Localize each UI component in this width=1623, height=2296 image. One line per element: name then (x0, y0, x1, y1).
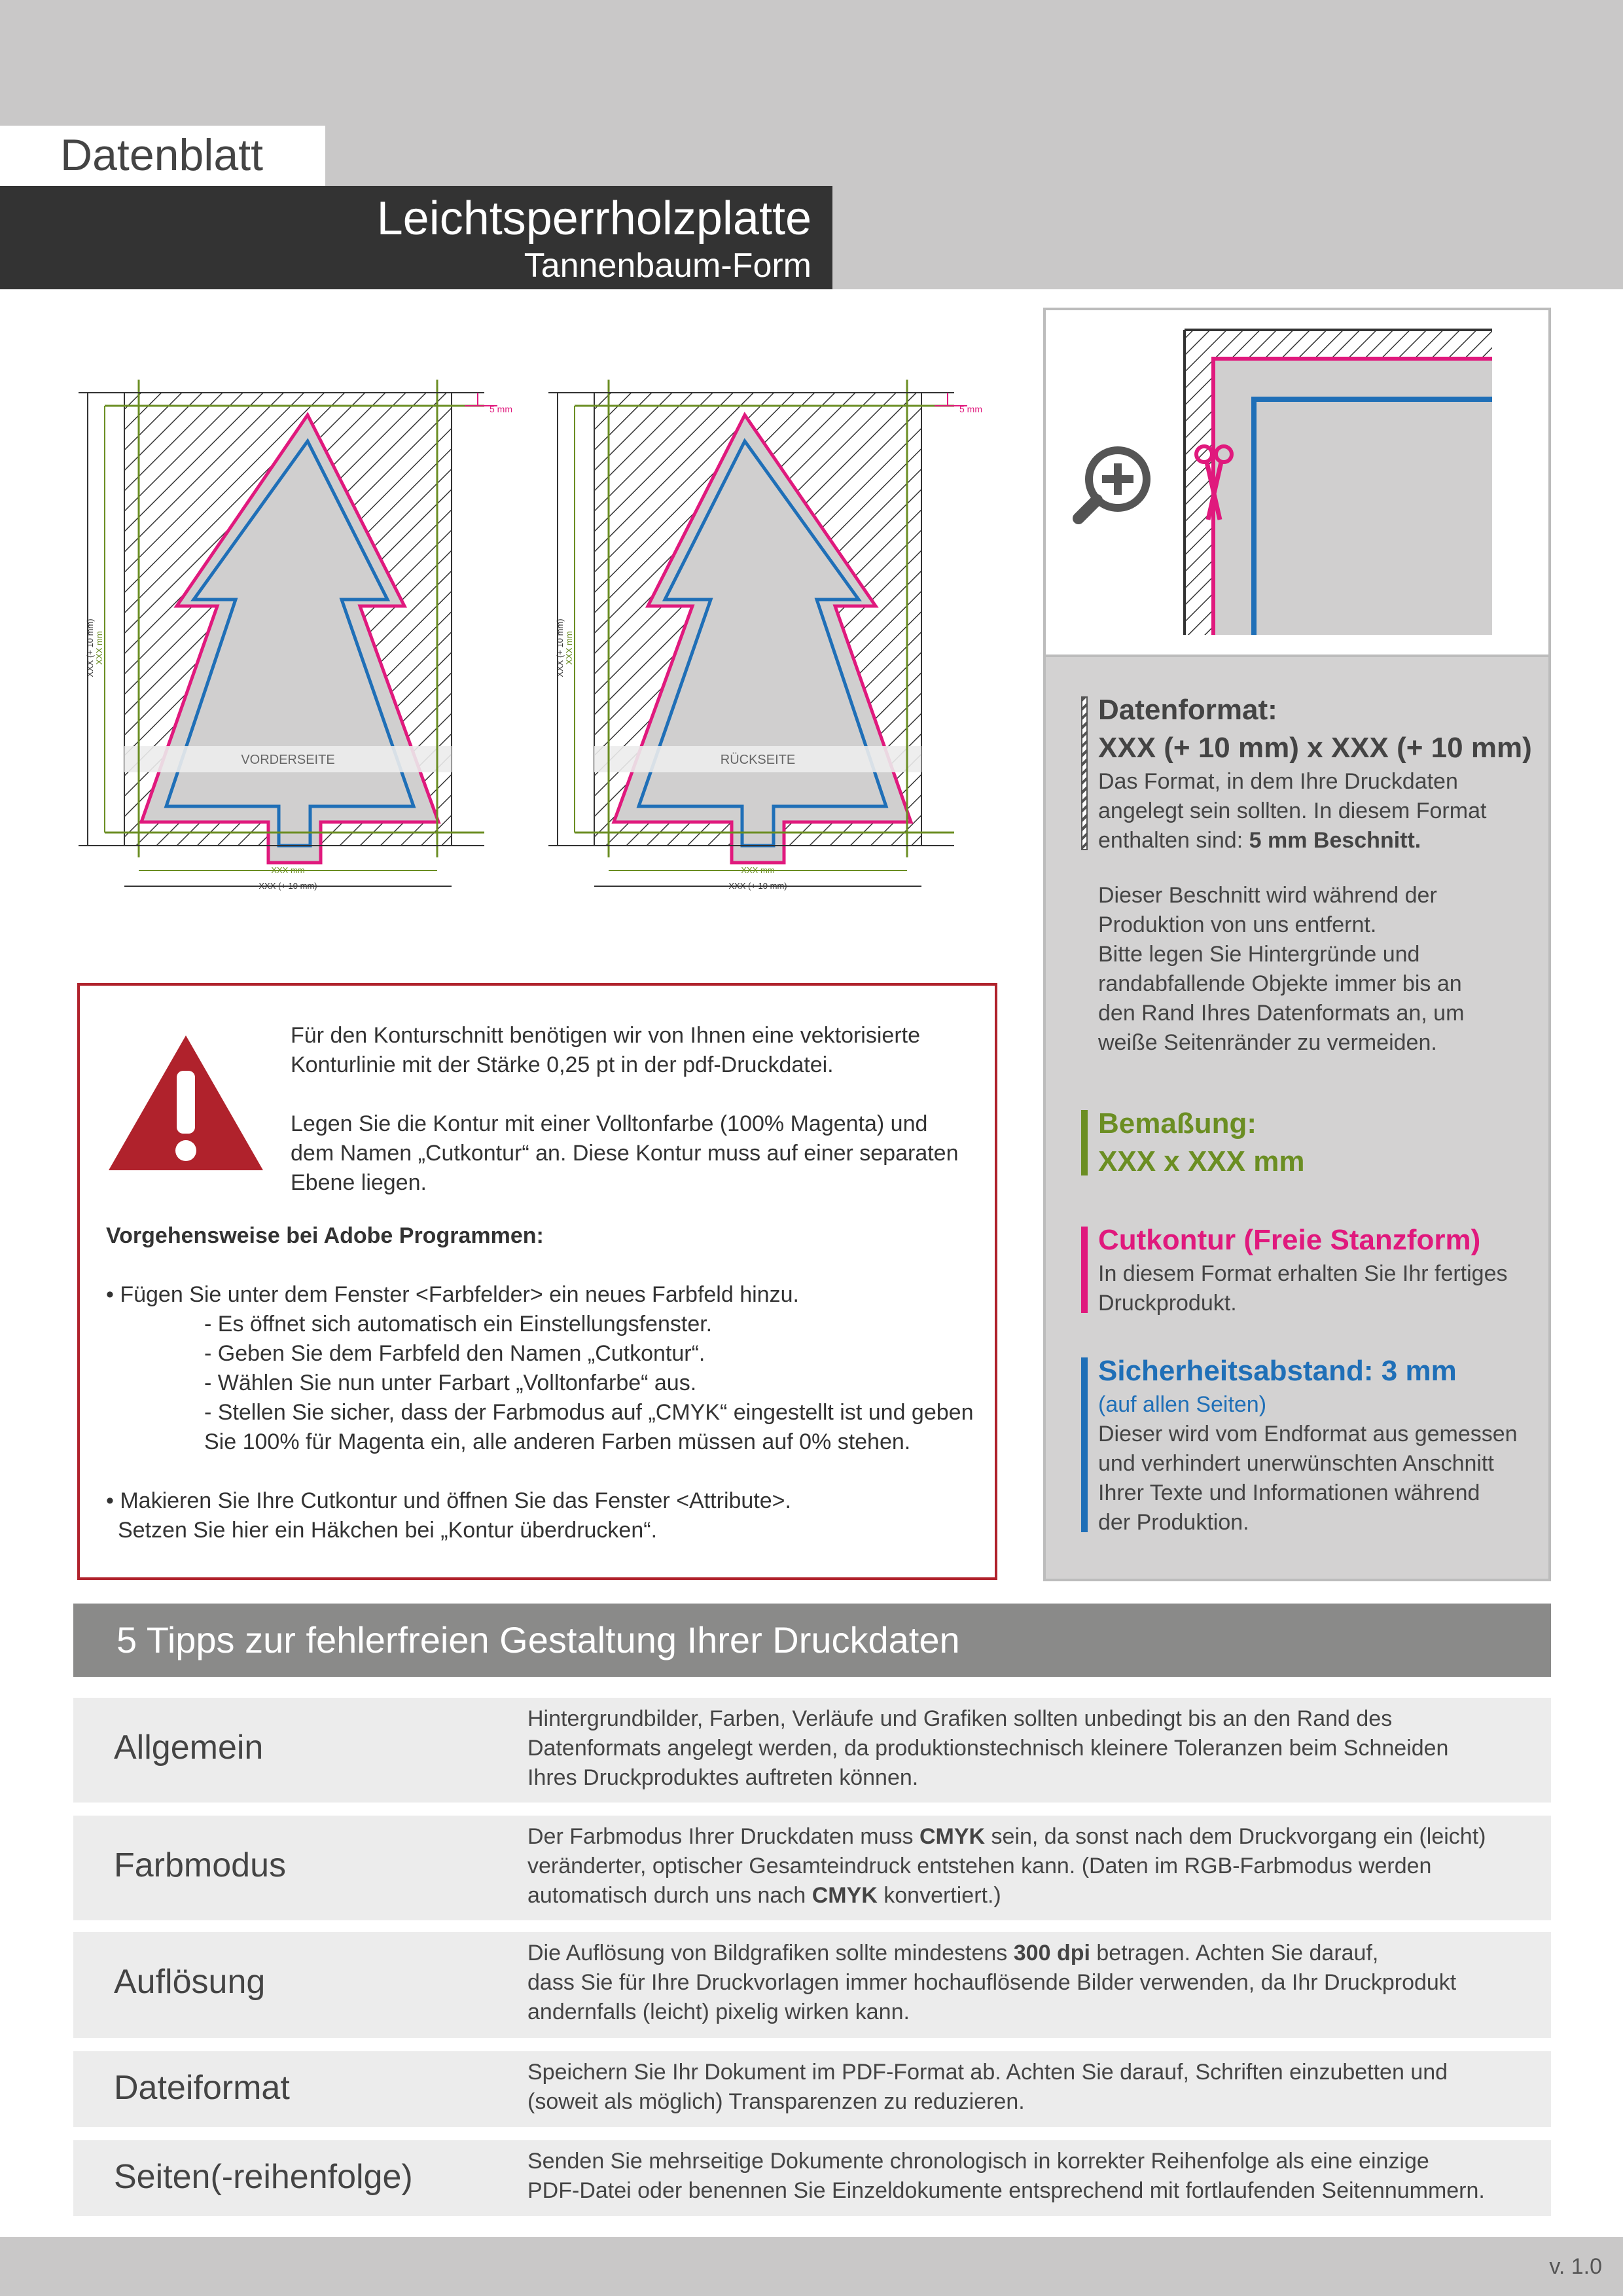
tip-text-resolution (527, 1939, 1538, 2027)
bleed-text-1: Dieser Beschnitt wird während der (1098, 883, 1437, 908)
back-side-diagram (548, 373, 993, 897)
cut-text-2: Druckprodukt. (1098, 1291, 1237, 1316)
safety-text-1: Dieser wird vom Endformat aus gemessen (1098, 1422, 1518, 1446)
warning-intro-4: dem Namen „Cutkontur“ an. Diese Kontur muss auf einer separaten (291, 1141, 959, 1166)
safety-title: Sicherheitsabstand: 3 mm (1098, 1355, 1457, 1387)
tip-text-resolution-1: Die Auflösung von Bildgrafiken sollte mindestens 300 dpi betragen. Achten Sie darauf, (527, 1941, 1379, 1965)
tips-header: 5 Tipps zur fehlerfreien Gestaltung Ihrer Druckdaten (73, 1604, 1551, 1677)
doc-type-tab (0, 126, 325, 186)
tip-title-page-order: Seiten(-reihenfolge) (114, 2158, 413, 2196)
cut-section (1081, 1221, 1535, 1318)
tip-title-resolution: Auflösung (114, 1963, 266, 2001)
format-text-3 (1098, 826, 1535, 855)
cut-bar (1081, 1227, 1088, 1313)
bleed-text-6: weiße Seitenränder zu vermeiden. (1098, 1030, 1437, 1055)
warning-heading: Vorgehensweise bei Adobe Programmen: (106, 1223, 544, 1248)
dimension-section (1081, 1105, 1535, 1181)
doc-type-label: Datenblatt (60, 130, 263, 180)
tip-text-color-mode (527, 1822, 1538, 1910)
bleed-text-2: Produktion von uns entfernt. (1098, 912, 1377, 937)
height-outer-label: XXX (+ 10 mm) (85, 619, 95, 677)
tip-text-page-order (527, 2147, 1538, 2206)
warning-sub-3: - Wählen Sie nun unter Farbart „Volltonfarbe“ aus. (204, 1371, 697, 1395)
width-inner-label: XXX mm (271, 865, 305, 875)
back-label: RÜCKSEITE (720, 753, 796, 767)
safety-sub: (auf allen Seiten) (1098, 1392, 1267, 1417)
warning-sub-2: - Geben Sie dem Farbfeld den Namen „Cutkontur“. (204, 1341, 705, 1366)
tip-row-general (73, 1698, 1551, 1803)
tip-text-resolution-2: dass Sie für Ihre Druckvorlagen immer hochauflösende Bilder verwenden, da Ihr Druckprodukt (527, 1970, 1457, 1995)
bleed-text-3: Bitte legen Sie Hintergründe und (1098, 942, 1420, 967)
tip-text-general-1: Hintergrundbilder, Farben, Verläufe und Grafiken sollten unbedingt bis an den Rand des (527, 1706, 1393, 1731)
dimension-bar (1081, 1110, 1088, 1175)
dimension-value: XXX x XXX mm (1098, 1145, 1305, 1177)
warning-sub-5: Sie 100% für Magenta ein, alle anderen Farben müssen auf 0% stehen. (204, 1429, 911, 1454)
warning-intro-5: Ebene liegen. (291, 1170, 427, 1195)
warning-icon (105, 1031, 267, 1175)
title-box (0, 186, 832, 289)
warning-intro-2: Konturlinie mit der Stärke 0,25 pt in der pdf-Druckdatei. (291, 1052, 834, 1077)
zoom-magnifier-icon (1079, 450, 1147, 518)
bleed-text-5: den Rand Ihres Datenformats an, um (1098, 1001, 1465, 1026)
format-title: Datenformat: (1098, 694, 1277, 726)
tip-text-general-3: Ihres Druckproduktes auftreten können. (527, 1765, 919, 1790)
warning-intro (291, 1021, 959, 1198)
format-section (1081, 691, 1535, 855)
safety-bar (1081, 1357, 1088, 1532)
tip-text-color-mode-3: automatisch durch uns nach CMYK konvertiert.) (527, 1883, 1001, 1908)
tip-text-file-format-2: (soweit als möglich) Transparenzen zu reduzieren. (527, 2089, 1025, 2114)
tip-text-file-format (527, 2058, 1538, 2117)
warning-step-2b: Setzen Sie hier ein Häkchen bei „Kontur überdrucken“. (118, 1518, 658, 1543)
tip-row-resolution (73, 1932, 1551, 2038)
front-side-diagram (79, 373, 524, 897)
height-inner-label: XXX mm (564, 631, 574, 665)
height-outer-label: XXX (+ 10 mm) (555, 619, 565, 677)
format-value: XXX (+ 10 mm) x XXX (+ 10 mm) (1098, 732, 1532, 764)
tip-row-file-format (73, 2051, 1551, 2127)
bleed-label: 5 mm (490, 404, 512, 414)
warning-sub-1: - Es öffnet sich automatisch ein Einstellungsfenster. (204, 1312, 713, 1336)
tip-title-file-format: Dateiformat (114, 2069, 290, 2107)
info-panel (1043, 655, 1551, 1581)
height-inner-label: XXX mm (94, 631, 104, 665)
tip-row-color-mode (73, 1816, 1551, 1920)
warning-step-1: • Fügen Sie unter dem Fenster <Farbfelder> ein neues Farbfeld hinzu. (106, 1282, 799, 1307)
tip-title-color-mode: Farbmodus (114, 1846, 286, 1884)
footer-band (0, 2237, 1623, 2296)
product-subtitle: Tannenbaum-Form (524, 247, 812, 285)
width-inner-label: XXX mm (741, 865, 775, 875)
format-bar (1081, 696, 1088, 850)
tip-text-color-mode-2: veränderter, optischer Gesamteindruck entstehen kann. (Daten im RGB-Farbmodus werden (527, 1854, 1432, 1878)
warning-intro-1: Für den Konturschnitt benötigen wir von Ihnen eine vektorisierte (291, 1023, 920, 1048)
front-label: VORDERSEITE (241, 753, 335, 767)
cut-title: Cutkontur (Freie Stanzform) (1098, 1224, 1481, 1256)
tip-text-general-2: Datenformats angelegt werden, da produktionstechnisch kleinere Toleranzen beim Schneiden (527, 1736, 1449, 1761)
tip-text-page-order-1: Senden Sie mehrseitige Dokumente chronologisch in korrekter Reihenfolge als eine einzige (527, 2149, 1429, 2174)
tip-text-page-order-2: PDF-Datei oder benennen Sie Einzeldokumente entsprechend mit fortlaufenden Seitennummern. (527, 2178, 1485, 2203)
warning-sub-4: - Stellen Sie sicher, dass der Farbmodus auf „CMYK“ eingestellt ist und geben (204, 1400, 974, 1425)
warning-intro-3: Legen Sie die Kontur mit einer Volltonfarbe (100% Magenta) und (291, 1111, 928, 1136)
bleed-label: 5 mm (959, 404, 982, 414)
bleed-text-4: randabfallende Objekte immer bis an (1098, 971, 1462, 996)
format-text-2: angelegt sein sollten. In diesem Format (1098, 798, 1487, 823)
cut-text-1: In diesem Format erhalten Sie Ihr fertiges (1098, 1261, 1508, 1286)
tip-text-file-format-1: Speichern Sie Ihr Dokument im PDF-Format ab. Achten Sie darauf, Schriften einzubetten und (527, 2060, 1448, 2085)
tip-text-resolution-3: andernfalls (leicht) pixelig wirken kann. (527, 2000, 910, 2024)
product-title: Leichtsperrholzplatte (376, 192, 812, 245)
zoom-detail-panel (1043, 308, 1551, 655)
safety-text-2: und verhindert unerwünschten Anschnitt (1098, 1451, 1494, 1476)
dimension-title: Bemaßung: (1098, 1107, 1257, 1139)
cut-contour-warning-box (77, 983, 997, 1580)
format-text-3a: enthalten sind: (1098, 828, 1249, 853)
format-text-1: Das Format, in dem Ihre Druckdaten (1098, 769, 1458, 794)
tip-text-general (527, 1704, 1538, 1793)
width-outer-label: XXX (+ 10 mm) (728, 881, 787, 891)
tip-row-page-order (73, 2140, 1551, 2216)
format-text-3b: 5 mm Beschnitt. (1249, 828, 1421, 853)
warning-steps (106, 1221, 982, 1545)
tip-text-color-mode-1: Der Farbmodus Ihrer Druckdaten muss CMYK sein, da sonst nach dem Druckvorgang ein (leicht) (527, 1824, 1486, 1849)
safety-section (1081, 1352, 1535, 1537)
tip-title-general: Allgemein (114, 1729, 264, 1767)
warning-step-2: • Makieren Sie Ihre Cutkontur und öffnen Sie das Fenster <Attribute>. (106, 1488, 791, 1513)
safety-text-4: der Produktion. (1098, 1510, 1249, 1535)
zoom-detail-graphic (1046, 310, 1548, 655)
version-label: v. 1.0 (1549, 2254, 1602, 2279)
bleed-info (1081, 881, 1535, 1058)
width-outer-label: XXX (+ 10 mm) (259, 881, 317, 891)
safety-text-3: Ihrer Texte und Informationen während (1098, 1480, 1480, 1505)
